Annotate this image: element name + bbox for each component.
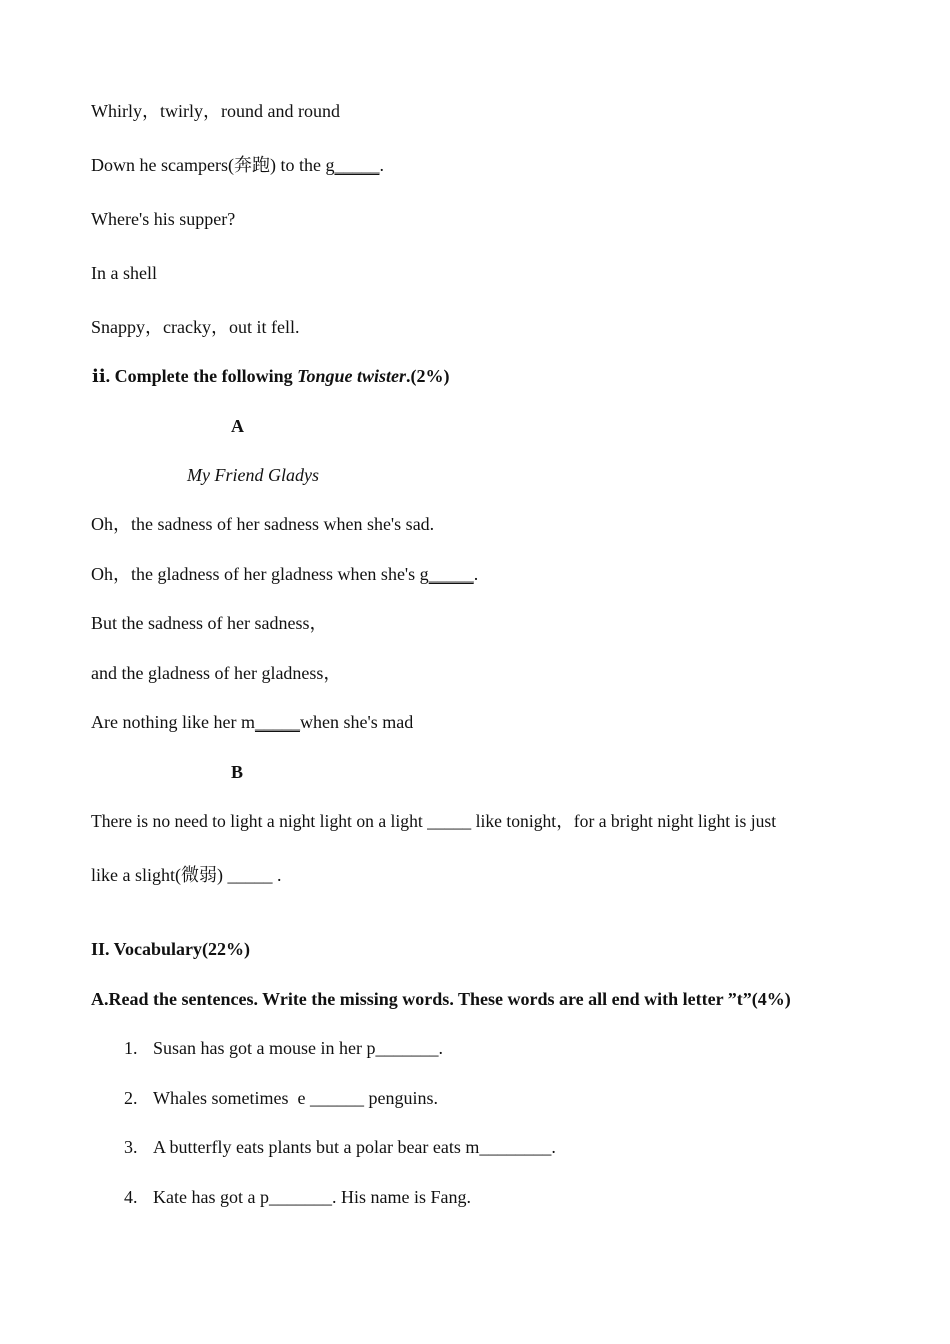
poem-line-3: Where's his supper? bbox=[91, 209, 236, 229]
part-a-line-1: Oh，the sadness of her sadness when she's sad. bbox=[91, 514, 435, 534]
section-ii-heading-end: .(2%) bbox=[406, 366, 450, 386]
vocabulary-heading: II. Vocabulary(22%) bbox=[91, 939, 251, 959]
part-a-line-5-blank: _____ bbox=[254, 712, 300, 732]
part-a-line-4: and the gladness of her gladness， bbox=[91, 663, 342, 683]
part-a-line-5-end: when she's mad bbox=[299, 712, 414, 732]
part-a-line-3: But the sadness of her sadness， bbox=[91, 613, 328, 633]
vocab-item-2-number: 2. bbox=[124, 1088, 138, 1108]
part-b-line-2: like a slight(微弱) _____ . bbox=[91, 865, 282, 885]
section-ii-heading-italic: Tongue twister bbox=[297, 366, 407, 386]
part-b-line-1: There is no need to light a night light on a light _____ like tonight，for a bright night light is just bbox=[91, 811, 777, 831]
part-a-line-2-end: . bbox=[473, 564, 479, 584]
vocab-item-2-text: Whales sometimes e ______ penguins. bbox=[153, 1088, 438, 1108]
vocabulary-instruction: A.Read the sentences. Write the missing words. These words are all end with letter ”t”(4%) bbox=[91, 989, 791, 1009]
part-a-line-2-text: Oh，the gladness of her gladness when she's g bbox=[91, 564, 429, 584]
vocab-item-3-number: 3. bbox=[124, 1137, 138, 1157]
poem-line-2-text: Down he scampers(奔跑) to the g bbox=[91, 155, 335, 175]
part-a-line-5-text: Are nothing like her m bbox=[91, 712, 255, 732]
poem-line-2-blank: _____ bbox=[334, 155, 380, 175]
vocab-item-1-number: 1. bbox=[124, 1038, 138, 1058]
poem-line-2-end: . bbox=[379, 155, 384, 175]
part-a-line-5 bbox=[91, 710, 413, 734]
part-a-title: My Friend Gladys bbox=[187, 465, 319, 485]
poem-line-1: Whirly，twirly，round and round bbox=[91, 101, 340, 121]
part-a-label: A bbox=[231, 416, 244, 436]
part-a-line-2-blank: _____ bbox=[428, 564, 474, 584]
part-b-label: B bbox=[231, 762, 244, 782]
vocab-item-4-text: Kate has got a p_______. His name is Fang. bbox=[153, 1187, 471, 1207]
poem-line-2 bbox=[91, 153, 384, 177]
part-a-line-2 bbox=[91, 562, 478, 586]
poem-line-4: In a shell bbox=[91, 263, 157, 283]
section-ii-heading bbox=[92, 364, 450, 388]
poem-line-5: Snappy，cracky，out it fell. bbox=[91, 317, 300, 337]
vocab-item-4-number: 4. bbox=[124, 1187, 138, 1207]
vocab-item-3-text: A butterfly eats plants but a polar bear eats m________. bbox=[153, 1137, 556, 1157]
vocab-item-1-text: Susan has got a mouse in her p_______. bbox=[153, 1038, 443, 1058]
section-ii-heading-text: ⅱ. Complete the following bbox=[92, 366, 298, 386]
